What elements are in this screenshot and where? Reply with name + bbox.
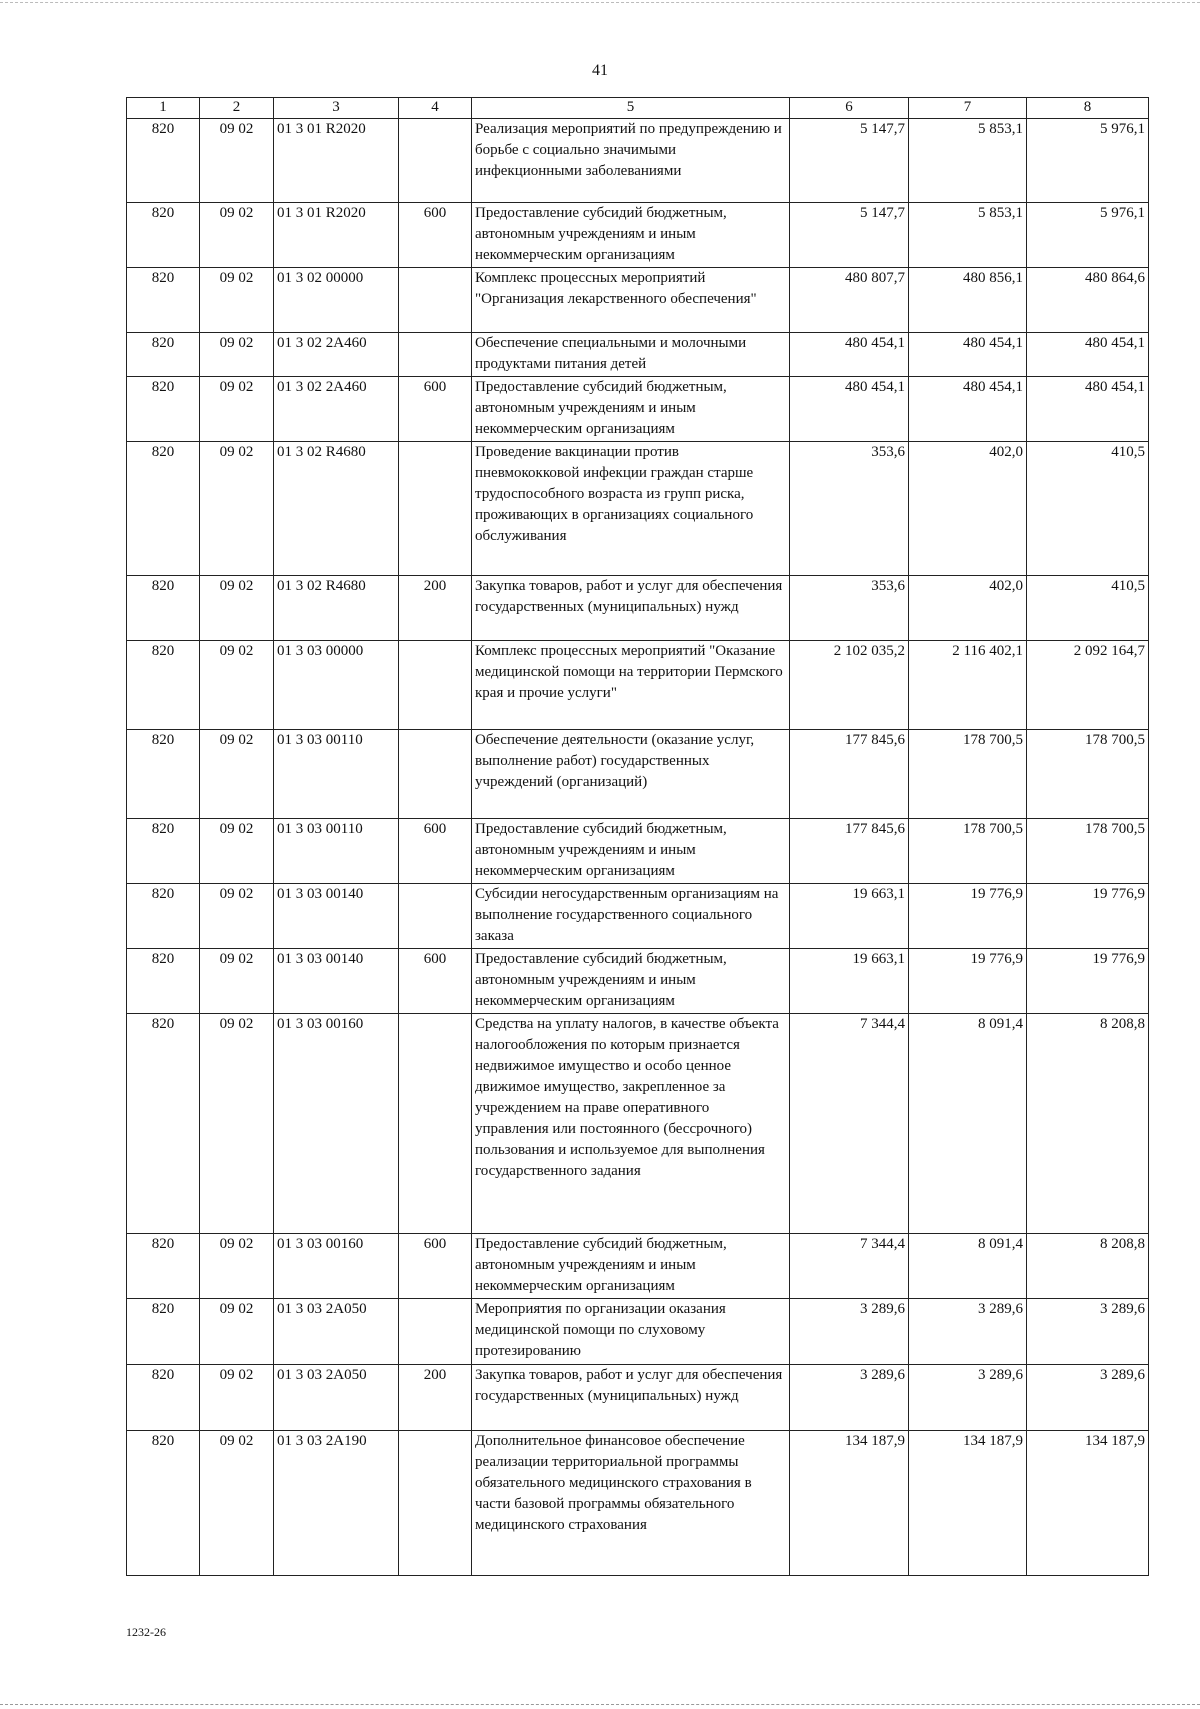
header-col-4: 4 (399, 98, 472, 119)
cell-expense-type: 600 (399, 949, 472, 1014)
scan-edge-bottom (0, 1704, 1200, 1705)
cell-amount-year1: 177 845,6 (790, 819, 909, 884)
cell-recipient: 820 (127, 1014, 200, 1234)
cell-target-article: 01 3 03 00110 (274, 819, 399, 884)
table-row (127, 949, 1149, 1014)
cell-recipient: 820 (127, 1365, 200, 1431)
cell-target-article: 01 3 03 2А190 (274, 1431, 399, 1576)
cell-section: 09 02 (200, 333, 274, 377)
cell-target-article: 01 3 03 00110 (274, 730, 399, 819)
table-row (127, 1014, 1149, 1234)
cell-amount-year3: 19 776,9 (1027, 884, 1149, 949)
cell-amount-year3: 178 700,5 (1027, 730, 1149, 819)
cell-expense-type: 200 (399, 576, 472, 641)
cell-expense-type (399, 1431, 472, 1576)
budget-table (126, 97, 1149, 1576)
page-number: 41 (592, 62, 608, 79)
header-col-5: 5 (472, 98, 790, 119)
cell-amount-year3: 5 976,1 (1027, 203, 1149, 268)
cell-expense-type (399, 641, 472, 730)
cell-amount-year3: 480 454,1 (1027, 333, 1149, 377)
table-row (127, 333, 1149, 377)
cell-target-article: 01 3 03 00160 (274, 1014, 399, 1234)
cell-section: 09 02 (200, 641, 274, 730)
cell-section: 09 02 (200, 949, 274, 1014)
cell-amount-year1: 353,6 (790, 576, 909, 641)
cell-expense-type: 600 (399, 203, 472, 268)
table-row (127, 819, 1149, 884)
table-row (127, 377, 1149, 442)
cell-section: 09 02 (200, 576, 274, 641)
cell-recipient: 820 (127, 819, 200, 884)
cell-recipient: 820 (127, 641, 200, 730)
header-col-6: 6 (790, 98, 909, 119)
cell-amount-year1: 353,6 (790, 442, 909, 576)
cell-description: Средства на уплату налогов, в качестве объекта налогообложения по которым признается недвижимое имущество и особо ценное движимое имущество, закрепленное за учреждением на праве оперативного управления или постоянного (бессрочного) пользования и используемое для выполнения государственного задания (472, 1014, 790, 1234)
cell-recipient: 820 (127, 1234, 200, 1299)
cell-amount-year3: 480 864,6 (1027, 268, 1149, 333)
cell-target-article: 01 3 02 2А460 (274, 377, 399, 442)
cell-recipient: 820 (127, 1431, 200, 1576)
cell-amount-year1: 480 454,1 (790, 333, 909, 377)
cell-recipient: 820 (127, 268, 200, 333)
cell-amount-year2: 19 776,9 (909, 884, 1027, 949)
cell-expense-type (399, 268, 472, 333)
cell-expense-type: 600 (399, 377, 472, 442)
cell-target-article: 01 3 03 00160 (274, 1234, 399, 1299)
cell-description: Субсидии негосударственным организациям на выполнение государственного социального заказа (472, 884, 790, 949)
table-row (127, 884, 1149, 949)
table-row (127, 730, 1149, 819)
cell-amount-year1: 19 663,1 (790, 884, 909, 949)
cell-section: 09 02 (200, 884, 274, 949)
table-row (127, 641, 1149, 730)
cell-section: 09 02 (200, 377, 274, 442)
cell-section: 09 02 (200, 819, 274, 884)
cell-recipient: 820 (127, 442, 200, 576)
cell-section: 09 02 (200, 119, 274, 203)
cell-amount-year3: 410,5 (1027, 576, 1149, 641)
cell-amount-year2: 8 091,4 (909, 1234, 1027, 1299)
cell-target-article: 01 3 02 R4680 (274, 576, 399, 641)
cell-amount-year3: 2 092 164,7 (1027, 641, 1149, 730)
cell-description: Комплекс процессных мероприятий "Оказание медицинской помощи на территории Пермского края и прочие услуги" (472, 641, 790, 730)
cell-amount-year1: 177 845,6 (790, 730, 909, 819)
header-col-2: 2 (200, 98, 274, 119)
cell-amount-year1: 19 663,1 (790, 949, 909, 1014)
cell-amount-year2: 5 853,1 (909, 119, 1027, 203)
table-row (127, 1431, 1149, 1576)
cell-description: Предоставление субсидий бюджетным, автономным учреждениям и иным некоммерческим организациям (472, 1234, 790, 1299)
cell-amount-year3: 3 289,6 (1027, 1299, 1149, 1365)
cell-recipient: 820 (127, 119, 200, 203)
table-row (127, 576, 1149, 641)
cell-amount-year3: 8 208,8 (1027, 1234, 1149, 1299)
cell-amount-year1: 7 344,4 (790, 1234, 909, 1299)
cell-amount-year2: 8 091,4 (909, 1014, 1027, 1234)
cell-amount-year2: 480 856,1 (909, 268, 1027, 333)
scan-edge-top (0, 2, 1200, 3)
cell-recipient: 820 (127, 203, 200, 268)
cell-target-article: 01 3 03 00140 (274, 884, 399, 949)
cell-description: Предоставление субсидий бюджетным, автономным учреждениям и иным некоммерческим организациям (472, 377, 790, 442)
cell-expense-type (399, 119, 472, 203)
cell-expense-type (399, 1299, 472, 1365)
cell-amount-year2: 480 454,1 (909, 333, 1027, 377)
cell-amount-year3: 480 454,1 (1027, 377, 1149, 442)
cell-amount-year3: 8 208,8 (1027, 1014, 1149, 1234)
header-col-7: 7 (909, 98, 1027, 119)
cell-target-article: 01 3 03 00140 (274, 949, 399, 1014)
table-row (127, 203, 1149, 268)
cell-expense-type (399, 1014, 472, 1234)
cell-expense-type (399, 884, 472, 949)
cell-section: 09 02 (200, 730, 274, 819)
cell-description: Предоставление субсидий бюджетным, автономным учреждениям и иным некоммерческим организациям (472, 203, 790, 268)
cell-expense-type: 200 (399, 1365, 472, 1431)
cell-amount-year2: 3 289,6 (909, 1365, 1027, 1431)
cell-amount-year1: 134 187,9 (790, 1431, 909, 1576)
header-col-8: 8 (1027, 98, 1149, 119)
cell-description: Обеспечение деятельности (оказание услуг, выполнение работ) государственных учреждений (организаций) (472, 730, 790, 819)
cell-amount-year2: 402,0 (909, 442, 1027, 576)
cell-amount-year2: 480 454,1 (909, 377, 1027, 442)
cell-description: Мероприятия по организации оказания медицинской помощи по слуховому протезированию (472, 1299, 790, 1365)
cell-amount-year2: 178 700,5 (909, 730, 1027, 819)
cell-amount-year1: 5 147,7 (790, 119, 909, 203)
cell-target-article: 01 3 02 R4680 (274, 442, 399, 576)
cell-amount-year2: 19 776,9 (909, 949, 1027, 1014)
cell-amount-year2: 2 116 402,1 (909, 641, 1027, 730)
table-row (127, 119, 1149, 203)
cell-recipient: 820 (127, 377, 200, 442)
cell-recipient: 820 (127, 576, 200, 641)
cell-amount-year3: 178 700,5 (1027, 819, 1149, 884)
table-row (127, 268, 1149, 333)
cell-section: 09 02 (200, 1431, 274, 1576)
cell-target-article: 01 3 01 R2020 (274, 119, 399, 203)
cell-section: 09 02 (200, 1299, 274, 1365)
header-col-1: 1 (127, 98, 200, 119)
cell-amount-year3: 19 776,9 (1027, 949, 1149, 1014)
cell-amount-year2: 134 187,9 (909, 1431, 1027, 1576)
cell-recipient: 820 (127, 333, 200, 377)
table-row (127, 1234, 1149, 1299)
cell-amount-year1: 3 289,6 (790, 1299, 909, 1365)
cell-section: 09 02 (200, 268, 274, 333)
cell-amount-year2: 5 853,1 (909, 203, 1027, 268)
cell-section: 09 02 (200, 442, 274, 576)
cell-amount-year3: 134 187,9 (1027, 1431, 1149, 1576)
cell-description: Проведение вакцинации против пневмококковой инфекции граждан старше трудоспособного возраста из групп риска, проживающих в организациях социального обслуживания (472, 442, 790, 576)
header-col-3: 3 (274, 98, 399, 119)
cell-recipient: 820 (127, 884, 200, 949)
cell-target-article: 01 3 03 2А050 (274, 1365, 399, 1431)
cell-amount-year1: 2 102 035,2 (790, 641, 909, 730)
cell-expense-type (399, 442, 472, 576)
cell-description: Реализация мероприятий по предупреждению и борьбе с социально значимыми инфекционными заболеваниями (472, 119, 790, 203)
cell-expense-type: 600 (399, 819, 472, 884)
cell-expense-type: 600 (399, 1234, 472, 1299)
cell-amount-year3: 410,5 (1027, 442, 1149, 576)
cell-target-article: 01 3 02 2А460 (274, 333, 399, 377)
cell-amount-year1: 7 344,4 (790, 1014, 909, 1234)
cell-amount-year2: 178 700,5 (909, 819, 1027, 884)
cell-amount-year2: 402,0 (909, 576, 1027, 641)
cell-recipient: 820 (127, 1299, 200, 1365)
cell-target-article: 01 3 01 R2020 (274, 203, 399, 268)
header-row (127, 98, 1149, 119)
cell-target-article: 01 3 03 00000 (274, 641, 399, 730)
cell-section: 09 02 (200, 1234, 274, 1299)
table-row (127, 1365, 1149, 1431)
cell-amount-year3: 5 976,1 (1027, 119, 1149, 203)
cell-target-article: 01 3 03 2А050 (274, 1299, 399, 1365)
cell-description: Обеспечение специальными и молочными продуктами питания детей (472, 333, 790, 377)
cell-section: 09 02 (200, 1365, 274, 1431)
cell-amount-year1: 5 147,7 (790, 203, 909, 268)
cell-amount-year1: 3 289,6 (790, 1365, 909, 1431)
cell-amount-year2: 3 289,6 (909, 1299, 1027, 1365)
table-body (127, 119, 1149, 1576)
table-row (127, 1299, 1149, 1365)
cell-description: Предоставление субсидий бюджетным, автономным учреждениям и иным некоммерческим организациям (472, 819, 790, 884)
cell-description: Комплекс процессных мероприятий "Организация лекарственного обеспечения" (472, 268, 790, 333)
cell-description: Предоставление субсидий бюджетным, автономным учреждениям и иным некоммерческим организациям (472, 949, 790, 1014)
cell-target-article: 01 3 02 00000 (274, 268, 399, 333)
cell-recipient: 820 (127, 949, 200, 1014)
cell-expense-type (399, 333, 472, 377)
cell-section: 09 02 (200, 1014, 274, 1234)
cell-description: Закупка товаров, работ и услуг для обеспечения государственных (муниципальных) нужд (472, 1365, 790, 1431)
cell-expense-type (399, 730, 472, 819)
cell-amount-year3: 3 289,6 (1027, 1365, 1149, 1431)
cell-description: Закупка товаров, работ и услуг для обеспечения государственных (муниципальных) нужд (472, 576, 790, 641)
cell-amount-year1: 480 454,1 (790, 377, 909, 442)
footer-code: 1232-26 (126, 1625, 166, 1639)
cell-recipient: 820 (127, 730, 200, 819)
table-row (127, 442, 1149, 576)
cell-section: 09 02 (200, 203, 274, 268)
cell-description: Дополнительное финансовое обеспечение реализации территориальной программы обязательного медицинского страхования в части базовой программы обязательного медицинского страхования (472, 1431, 790, 1576)
cell-amount-year1: 480 807,7 (790, 268, 909, 333)
